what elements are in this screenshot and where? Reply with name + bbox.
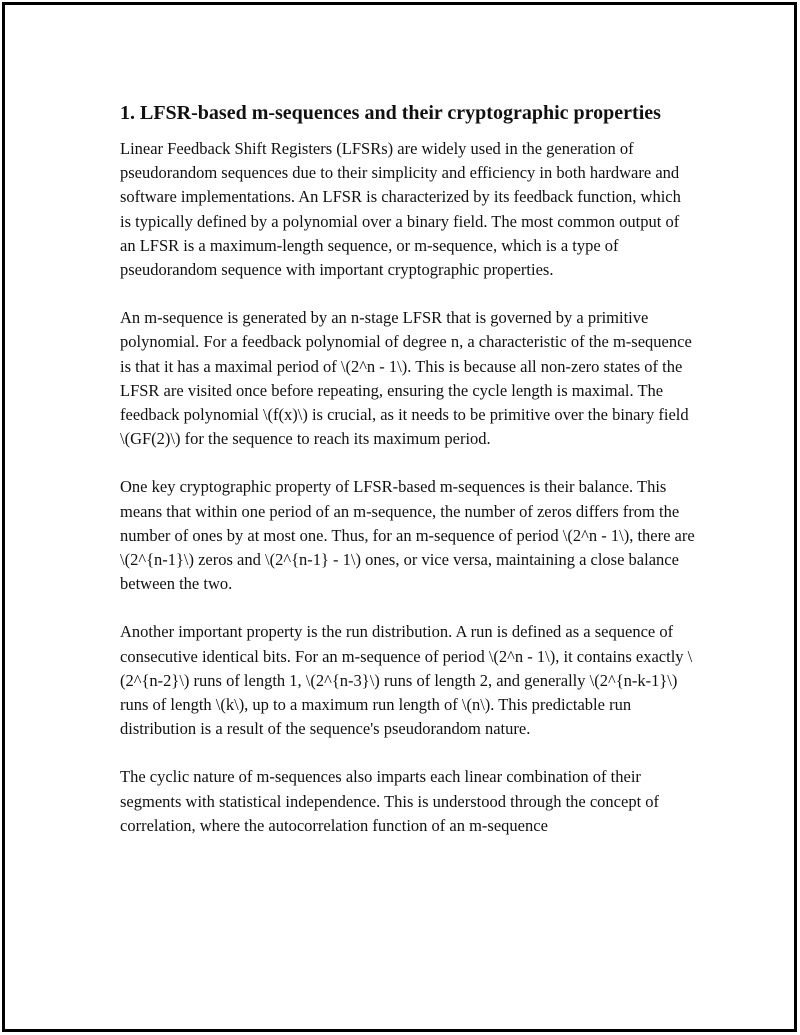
paragraph-correlation: The cyclic nature of m-sequences also imparts each linear combination of their segments with statistical independence. This is understood through the concept of correlation, where the autocorrelation function of an m-sequence [120, 767, 660, 835]
paragraph-balance: One key cryptographic property of LFSR-based m-sequences is their balance. This means that within one period of an m-sequence, the number of zeros differs from the number of ones by at most one. Thus, for an m-sequence of period \(2^n - 1\), there are \(2^{n-1}\) zeros and \(2^{n-1} - 1\) ones, or vice versa, maintaining a close balance between the two. [120, 477, 695, 594]
paragraph-period: An m-sequence is generated by an n-stage LFSR that is governed by a primitive polynomial. For a feedback polynomial of degree n, a characteristic of the m-sequence is that it has a maximal period of \(2^n - 1\). This is because all non-zero states of the LFSR are visited once before repeating, ensuring the cycle length is maximal. The feedback polynomial \(f(x)\) is crucial, as it needs to be primitive over the binary field \(GF(2)\) for the sequence to reach its maximum period. [120, 308, 692, 449]
section-heading: 1. LFSR-based m-sequences and their cryptographic properties [120, 102, 661, 124]
page-frame [2, 2, 797, 1032]
document-body [120, 99, 695, 862]
paragraph-intro: Linear Feedback Shift Registers (LFSRs) are widely used in the generation of pseudorandom sequences due to their simplicity and efficiency in both hardware and software implementations. An LFSR is characterized by its feedback function, which is typically defined by a polynomial over a binary field. The most common output of an LFSR is a maximum-length sequence, or m-sequence, which is a type of pseudorandom sequence with important cryptographic properties. [120, 139, 681, 280]
paragraph-run-distribution: Another important property is the run distribution. A run is defined as a sequence of consecutive identical bits. For an m-sequence of period \(2^n - 1\), it contains exactly \(2^{n-2}\) runs of length 1, \(2^{n-3}\) runs of length 2, and generally \(2^{n-k-1}\) runs of length \(k\), up to a maximum run length of \(n\). This predictable run distribution is a result of the sequence's pseudorandom nature. [120, 622, 693, 739]
